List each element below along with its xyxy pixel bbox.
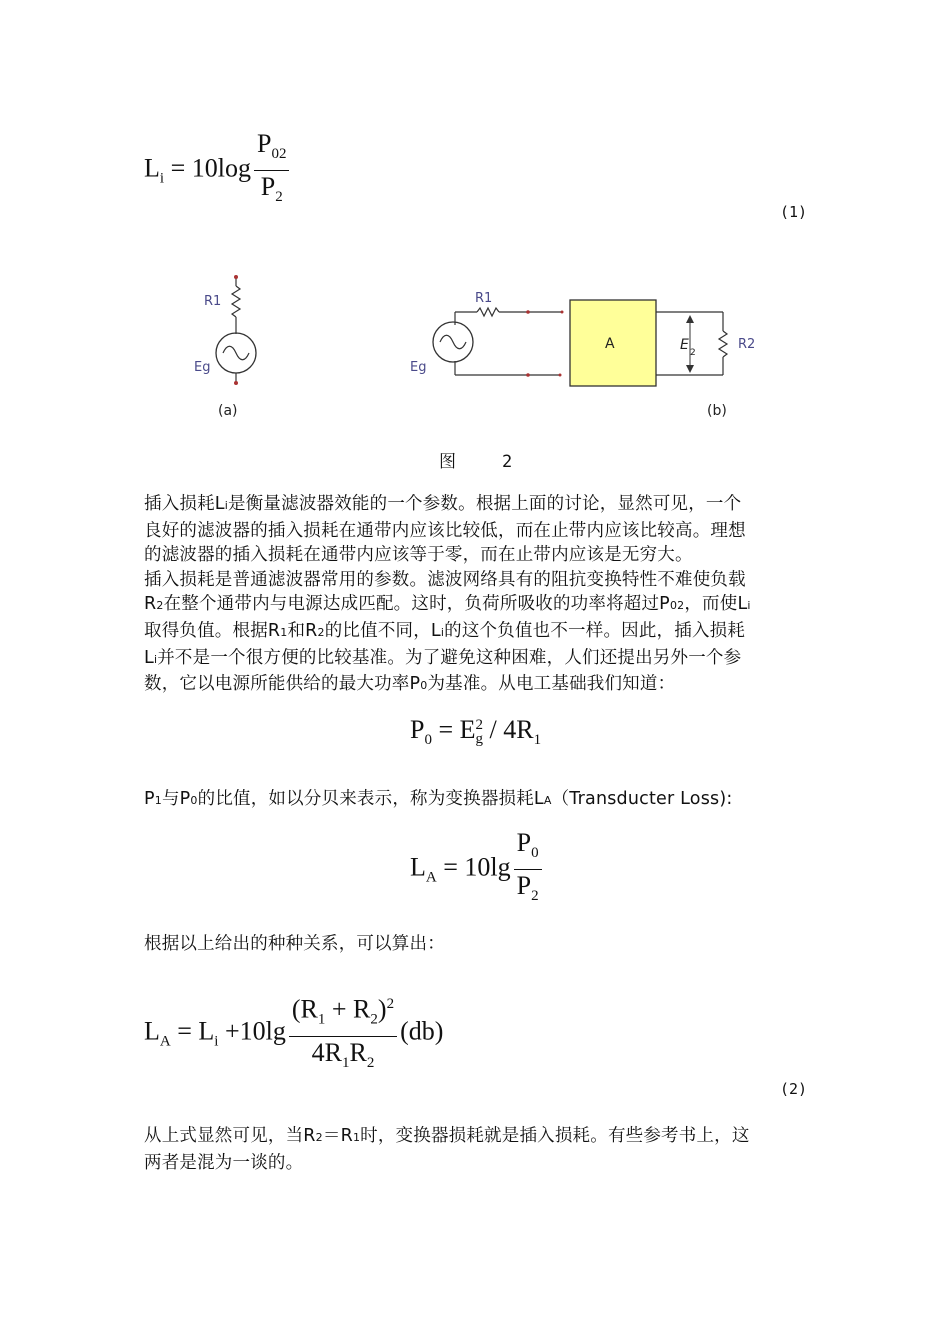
para-line: 数，它以电源所能供给的最大功率P0为基准。从电工基础我们知道： [144,674,676,695]
para-line: 取得负值。根据R1和R2的比值不同，Li的这个负值也不一样。因此，插入损耗 [144,620,746,641]
label-e2: E [680,337,689,353]
label-eg: Eg [410,360,427,375]
fraction: $\frac{P_0}{P_2}$ [514,827,542,912]
equation-la-full: $L_A = L_i +10\lg$ $\frac{(R_1 + R_2)^2}{4R_1R_2}$ (db) [144,988,443,1079]
caption-a: (a) [218,403,238,419]
para-line: 插入损耗Li是衡量滤波器效能的一个参数。根据上面的讨论，显然可见，一个 [144,494,742,514]
equation-insertion-loss: $L_i = 10\log$ $\frac{P_{02}}{P_2}$ [144,128,292,213]
equation-number-1: (1) [780,203,808,221]
resistor-icon [719,331,727,357]
equation-transducer-loss: $L_A = 10\lg$ $\frac{P_0}{P_2}$ [410,827,545,912]
resistor-icon [477,308,499,316]
fraction: $\frac{(R_1 + R_2)^2}{4R_1R_2}$ [289,988,397,1079]
label-e2-sub: 2 [690,348,696,358]
body-paragraphs [144,492,824,699]
equation-number-2: (2) [780,1080,808,1098]
label-r2: R2 [738,337,756,352]
para-line: 从上式显然可见，当R2＝R1时，变换器损耗就是插入损耗。有些参考书上，这 [144,1126,750,1146]
para-line: 的滤波器的插入损耗在通带内应该等于零，而在止带内应该是无穷大。 [144,545,693,566]
para-line: 两者是混为一谈的。 [144,1152,304,1173]
para-line: R2在整个通带内与电源达成匹配。这时，负荷所吸收的功率将超过P02，而使Li [144,594,751,615]
para-line: 良好的滤波器的插入损耗在通带内应该比较低，而在止带内应该比较高。理想 [144,520,746,541]
figure-title: 图 2 [439,452,513,472]
resistor-icon [232,286,240,317]
label-r1: R1 [475,291,493,306]
label-eg: Eg [194,360,211,375]
transducer-loss-text: P1与P0的比值，如以分贝来表示，称为变换器损耗LA（Transducter Loss): [144,789,733,809]
circuit-diagram-a [185,270,285,430]
label-a: A [605,336,615,352]
circuit-diagram-b [400,285,780,425]
label-r1: R1 [204,294,222,309]
derivation-intro: 根据以上给出的种种关系，可以算出： [144,934,445,954]
fraction: $\frac{P_{02}}{P_2}$ [254,128,289,213]
conclusion-paragraph [144,1124,824,1175]
equation-p0: $P_0 = E$ 2 g / $4R_1$ [410,715,542,748]
para-line: Li并不是一个很方便的比较基准。为了避免这种困难，人们还提出另外一个参 [144,647,742,668]
caption-b: (b) [707,403,727,419]
para-line: 插入损耗是普通滤波器常用的参数。滤波网络具有的阻抗变换特性不难使负载 [144,569,746,590]
